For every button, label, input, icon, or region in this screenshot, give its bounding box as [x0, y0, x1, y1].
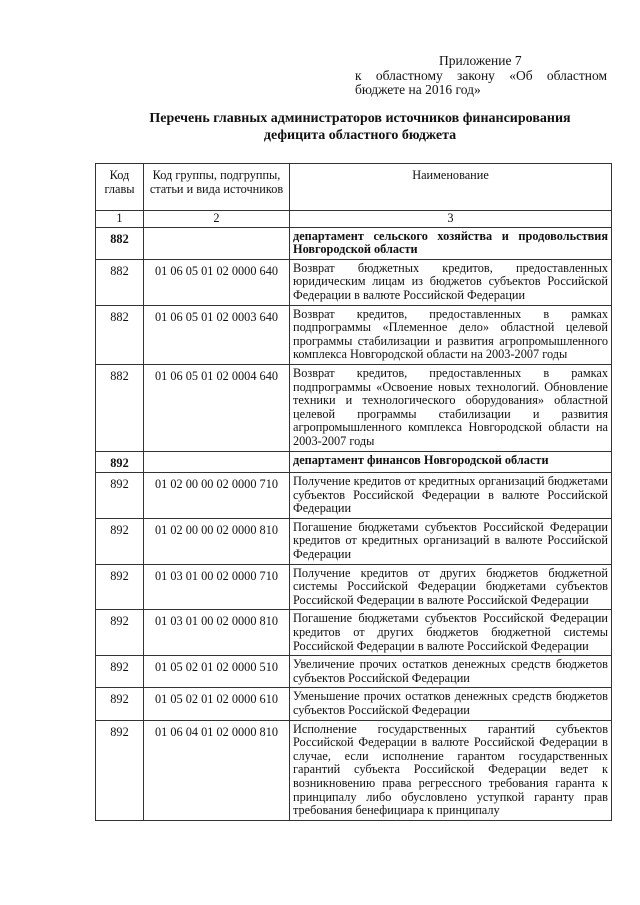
cell-chapter-code: 882 — [96, 227, 144, 259]
cell-chapter-code: 892 — [96, 518, 144, 564]
title-line-2: дефицита областного бюджета — [263, 128, 457, 143]
column-number-3: 3 — [290, 211, 612, 228]
cell-name: Возврат кредитов, предоставленных в рамках подпрограммы «Освоение новых технологий. Обновление техники и технологического оборудования» областной целевой программы стабилизации и развития агропромышленного комплекса Новгородской области на 2003-2007 годы — [290, 364, 612, 451]
cell-chapter-code: 892 — [96, 451, 144, 473]
cell-source-code: 01 05 02 01 02 0000 610 — [144, 688, 290, 720]
cell-source-code: 01 03 01 00 02 0000 710 — [144, 564, 290, 610]
table-row — [96, 720, 612, 820]
table-row — [96, 656, 612, 688]
cell-source-code — [144, 227, 290, 259]
cell-source-code: 01 02 00 00 02 0000 810 — [144, 518, 290, 564]
cell-name: Получение кредитов от других бюджетов бюджетной системы Российской Федерации бюджетами субъектов Российской Федерации в валюте Российской Федерации — [290, 564, 612, 610]
table-row — [96, 610, 612, 656]
table-row — [96, 564, 612, 610]
cell-name: Увеличение прочих остатков денежных средств бюджетов субъектов Российской Федерации — [290, 656, 612, 688]
cell-name: департамент сельского хозяйства и продовольствия Новгородской области — [290, 227, 612, 259]
cell-chapter-code: 882 — [96, 259, 144, 305]
cell-source-code: 01 02 00 00 02 0000 710 — [144, 473, 290, 519]
cell-chapter-code: 892 — [96, 688, 144, 720]
cell-name: Получение кредитов от кредитных организаций бюджетами субъектов Российской Федерации в валюте Российской Федерации — [290, 473, 612, 519]
table-row — [96, 473, 612, 519]
cell-name: Исполнение государственных гарантий субъектов Российской Федерации в валюте Российской Федерации в случае, если исполнение гарантом государственных гарантий субъекта Российской Федерации ведет к возникновению права регрессного требования гаранта к принципалу либо обусловлено уступкой гаранту прав требования бенефициара к принципалу — [290, 720, 612, 820]
cell-chapter-code: 892 — [96, 720, 144, 820]
table-row — [96, 518, 612, 564]
table-number-row — [96, 211, 612, 228]
cell-source-code: 01 06 05 01 02 0003 640 — [144, 305, 290, 364]
cell-name: Погашение бюджетами субъектов Российской Федерации кредитов от других бюджетов бюджетной системы Российской Федерации в валюте Российской Федерации — [290, 610, 612, 656]
header-chapter-code: Код главы — [96, 164, 144, 211]
cell-source-code: 01 05 02 01 02 0000 510 — [144, 656, 290, 688]
table-row — [96, 305, 612, 364]
table-row — [96, 259, 612, 305]
administrators-table — [95, 163, 612, 821]
cell-name: Возврат кредитов, предоставленных в рамках подпрограммы «Племенное дело» областной целевой программы стабилизации и развития агропромышленного комплекса Новгородской области на 2003-2007 годы — [290, 305, 612, 364]
appendix-note — [355, 54, 607, 98]
appendix-line-1: Приложение 7 — [439, 53, 522, 68]
column-number-1: 1 — [96, 211, 144, 228]
cell-chapter-code: 892 — [96, 473, 144, 519]
table-row — [96, 227, 612, 259]
cell-chapter-code: 882 — [96, 364, 144, 451]
table-row — [96, 364, 612, 451]
appendix-line-3: бюджете на 2016 год» — [355, 82, 481, 97]
table-row — [96, 451, 612, 473]
cell-source-code: 01 06 05 01 02 0004 640 — [144, 364, 290, 451]
cell-name: Возврат бюджетных кредитов, предоставленных юридическим лицам из бюджетов субъектов Российской Федерации в валюте Российской Федерации — [290, 259, 612, 305]
header-source-code: Код группы, подгруппы, статьи и вида источников — [144, 164, 290, 211]
table-body — [96, 227, 612, 820]
document-title — [90, 110, 630, 144]
cell-chapter-code: 892 — [96, 656, 144, 688]
cell-source-code: 01 03 01 00 02 0000 810 — [144, 610, 290, 656]
cell-source-code: 01 06 05 01 02 0000 640 — [144, 259, 290, 305]
cell-chapter-code: 892 — [96, 564, 144, 610]
cell-source-code — [144, 451, 290, 473]
cell-chapter-code: 882 — [96, 305, 144, 364]
cell-source-code: 01 06 04 01 02 0000 810 — [144, 720, 290, 820]
appendix-line-2: к областному закону «Об областном — [355, 67, 607, 83]
cell-name: департамент финансов Новгородской области — [290, 451, 612, 473]
cell-chapter-code: 892 — [96, 610, 144, 656]
cell-name: Погашение бюджетами субъектов Российской Федерации кредитов от кредитных организаций в валюте Российской Федерации — [290, 518, 612, 564]
title-line-1: Перечень главных администраторов источников финансирования — [149, 111, 571, 126]
table-row — [96, 688, 612, 720]
cell-name: Уменьшение прочих остатков денежных средств бюджетов субъектов Российской Федерации — [290, 688, 612, 720]
header-name: Наименование — [290, 164, 612, 211]
column-number-2: 2 — [144, 211, 290, 228]
table-header-row — [96, 164, 612, 211]
